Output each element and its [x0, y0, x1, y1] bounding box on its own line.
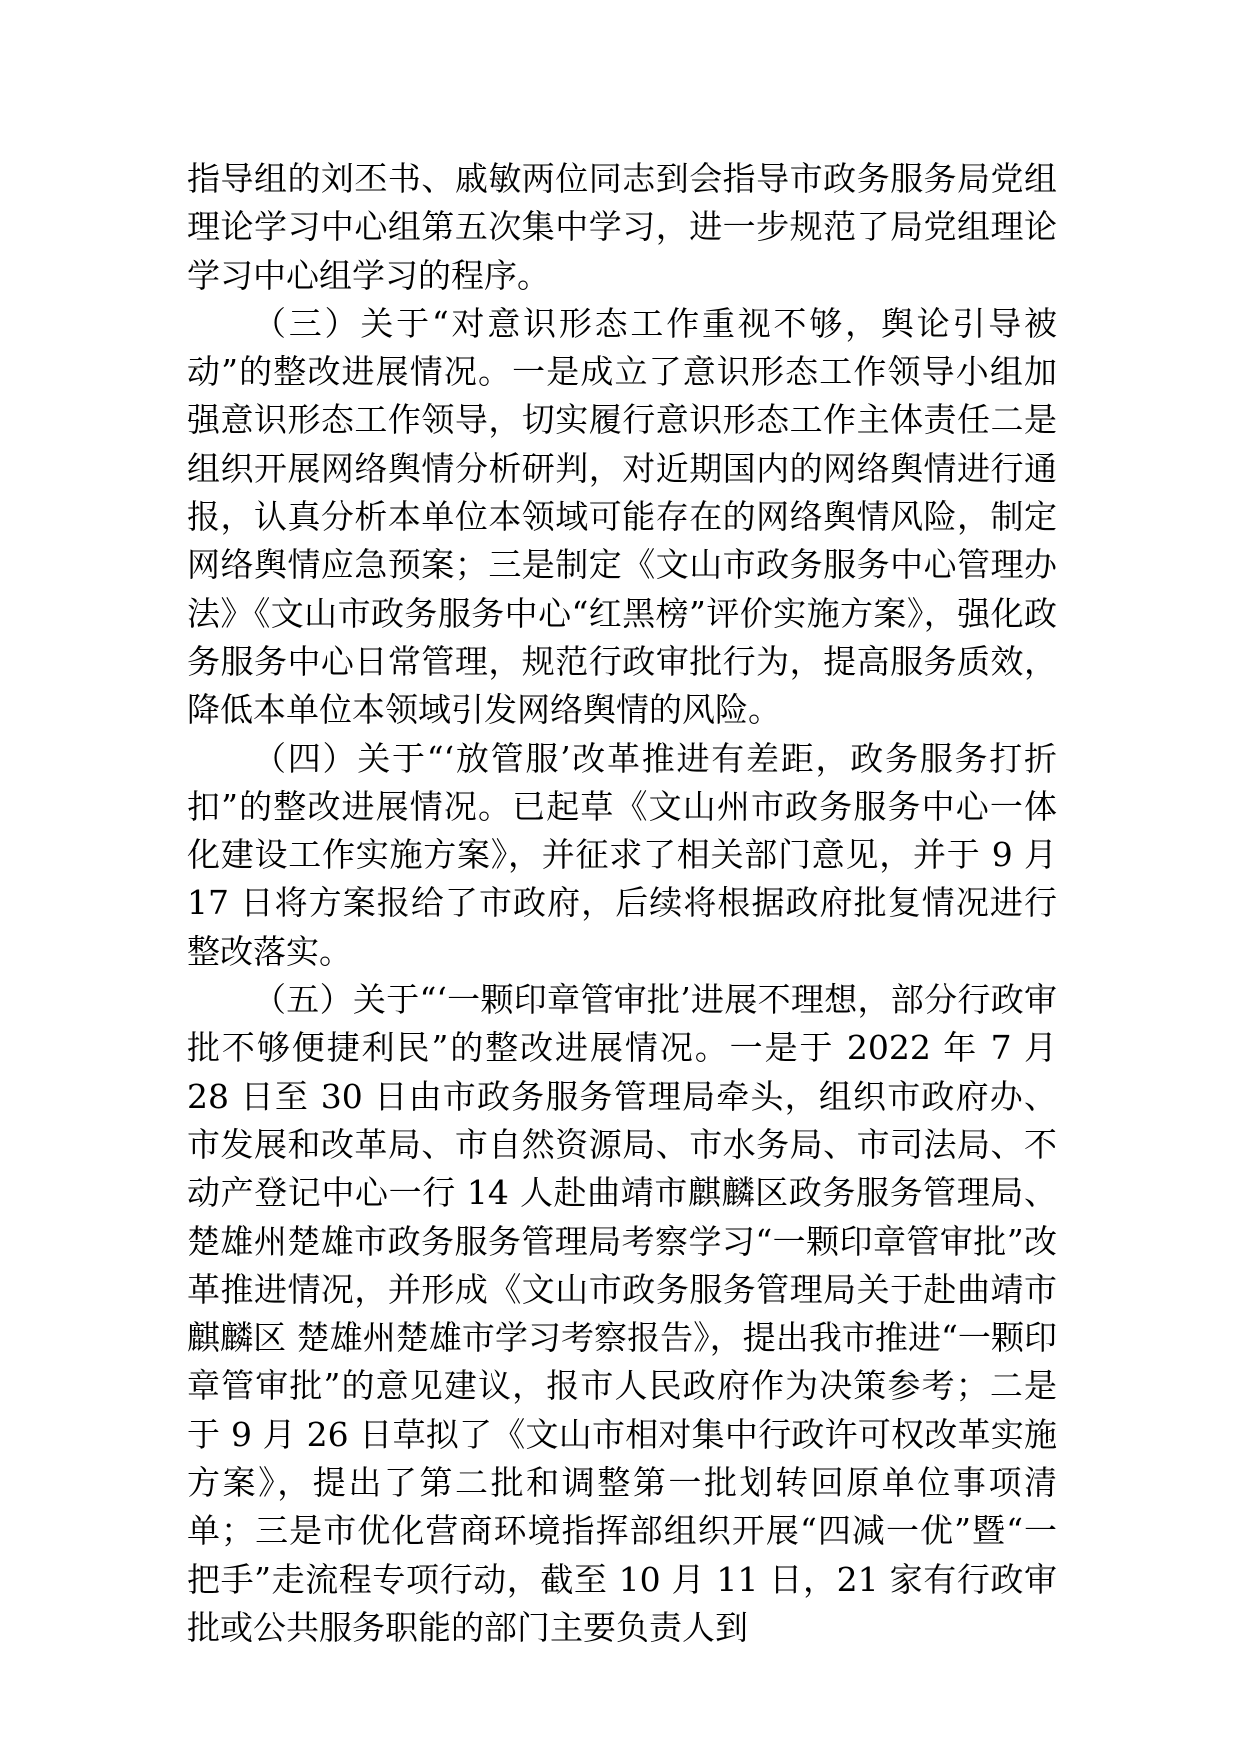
paragraph-section-3: （三）关于“对意识形态工作重视不够，舆论引导被动”的整改进展情况。一是成立了意识形态工作领导小组加强意识形态工作领导，切实履行意识形态工作主体责任二是组织开展网络舆情分析研判，对近期国内的网络舆情进行通报，认真分析本单位本领域可能存在的网络舆情风险，制定网络舆情应急预案；三是制定《文山市政务服务中心管理办法》《文山市政务服务中心“红黑榜”评价实施方案》，强化政务服务中心日常管理，规范行政审批行为，提高服务质效，降低本单位本领域引发网络舆情的风险。 — [187, 303, 1057, 730]
paragraph-section-4: （四）关于“‘放管服’改革推进有差距，政务服务打折扣”的整改进展情况。已起草《文山州市政务服务中心一体化建设工作实施方案》，并征求了相关部门意见，并于 9 月 17 日将方案报给了市政府，后续将根据政府批复情况进行整改落实。 — [187, 738, 1057, 971]
paragraph-continuation: 指导组的刘丕书、戚敏两位同志到会指导市政务服务局党组理论学习中心组第五次集中学习，进一步规范了局党组理论学习中心组学习的程序。 — [187, 159, 1057, 295]
paragraph-section-5: （五）关于“‘一颗印章管审批’进展不理想，部分行政审批不够便捷利民”的整改进展情况。一是于 2022 年 7 月 28 日至 30 日由市政务服务管理局牵头，组织市政府办、市发展和改革局、市自然资源局、市水务局、市司法局、不动产登记中心一行 14 人赴曲靖市麒麟区政务服务管理局、楚雄州楚雄市政务服务管理局考察学习“一颗印章管审批”改革推进情况，并形成《文山市政务服务管理局关于赴曲靖市麒麟区 楚雄州楚雄市学习考察报告》，提出我市推进“一颗印章管审批”的意见建议，报市人民政府作为决策参考；二是于 9 月 26 日草拟了《文山市相对集中行政许可权改革实施方案》，提出了第二批和调整第一批划转回原单位事项清单；三是市优化营商环境指挥部组织开展“四减一优”暨“一把手”走流程专项行动，截至 10 月 11 日，21 家有行政审批或公共服务职能的部门主要负责人到 — [187, 980, 1057, 1647]
body-text — [187, 155, 1057, 1652]
